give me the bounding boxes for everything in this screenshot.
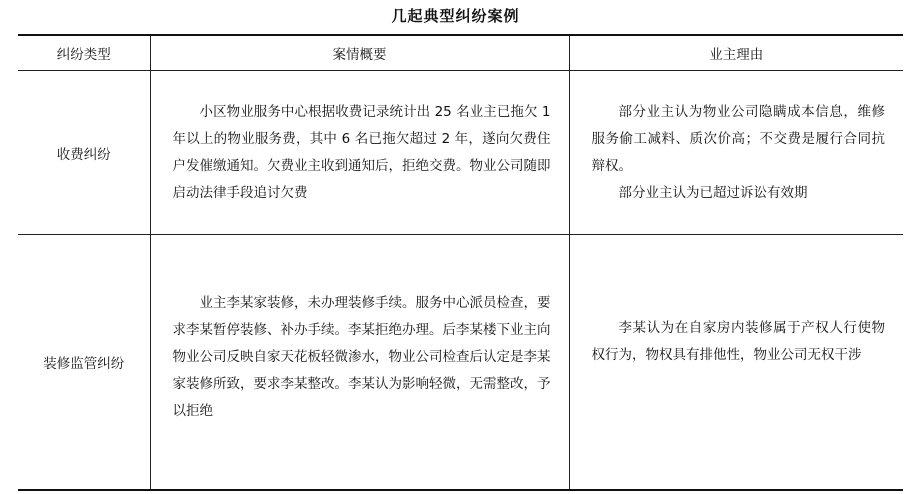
case-summary-text: 业主李某家装修，未办理装修手续。服务中心派员检查，要求李某暂停装修、补办手续。李某拒绝办理。后李某楼下业主向物业公司反映自家天花板轻微渗水，物业公司检查后认定是李某家装修所致，要求李某整改。李某认为影响轻微，无需整改，予以拒绝: [172, 295, 551, 420]
dispute-cases-table: [18, 34, 903, 491]
table-row: [18, 71, 903, 235]
owner-reason-text: 部分业主认为物业公司隐瞒成本信息，维修服务偷工减料、质次价高；不交费是履行合同抗辩权。: [591, 103, 885, 174]
table-title: 几起典型纠纷案例: [391, 7, 520, 25]
case-summary-cell: [150, 235, 569, 490]
header-dispute-type: 纠纷类型: [18, 35, 150, 71]
owner-reasons-cell: [569, 235, 903, 490]
dispute-type-cell: 装修监管纠纷: [18, 235, 150, 490]
header-owner-reasons: 业主理由: [569, 35, 903, 71]
owner-reason-text: 部分业主认为已超过诉讼有效期: [618, 184, 808, 201]
header-row: [18, 35, 903, 71]
owner-reason-text: 李某认为在自家房内装修属于产权人行使物权行为，物权具有排他性，物业公司无权干涉: [591, 319, 885, 363]
dispute-type-cell: 收费纠纷: [18, 71, 150, 235]
header-case-summary: 案情概要: [150, 35, 569, 71]
case-summary-cell: [150, 71, 569, 235]
owner-reasons-cell: [569, 71, 903, 235]
case-summary-text: 小区物业服务中心根据收费记录统计出 25 名业主已拖欠 1 年以上的物业服务费，其中 6 名已拖欠超过 2 年，遂向欠费住户发催缴通知。欠费业主收到通知后，拒绝交费。物业公司随即启动法律手段追讨欠费: [172, 103, 551, 201]
table-row: [18, 235, 903, 490]
